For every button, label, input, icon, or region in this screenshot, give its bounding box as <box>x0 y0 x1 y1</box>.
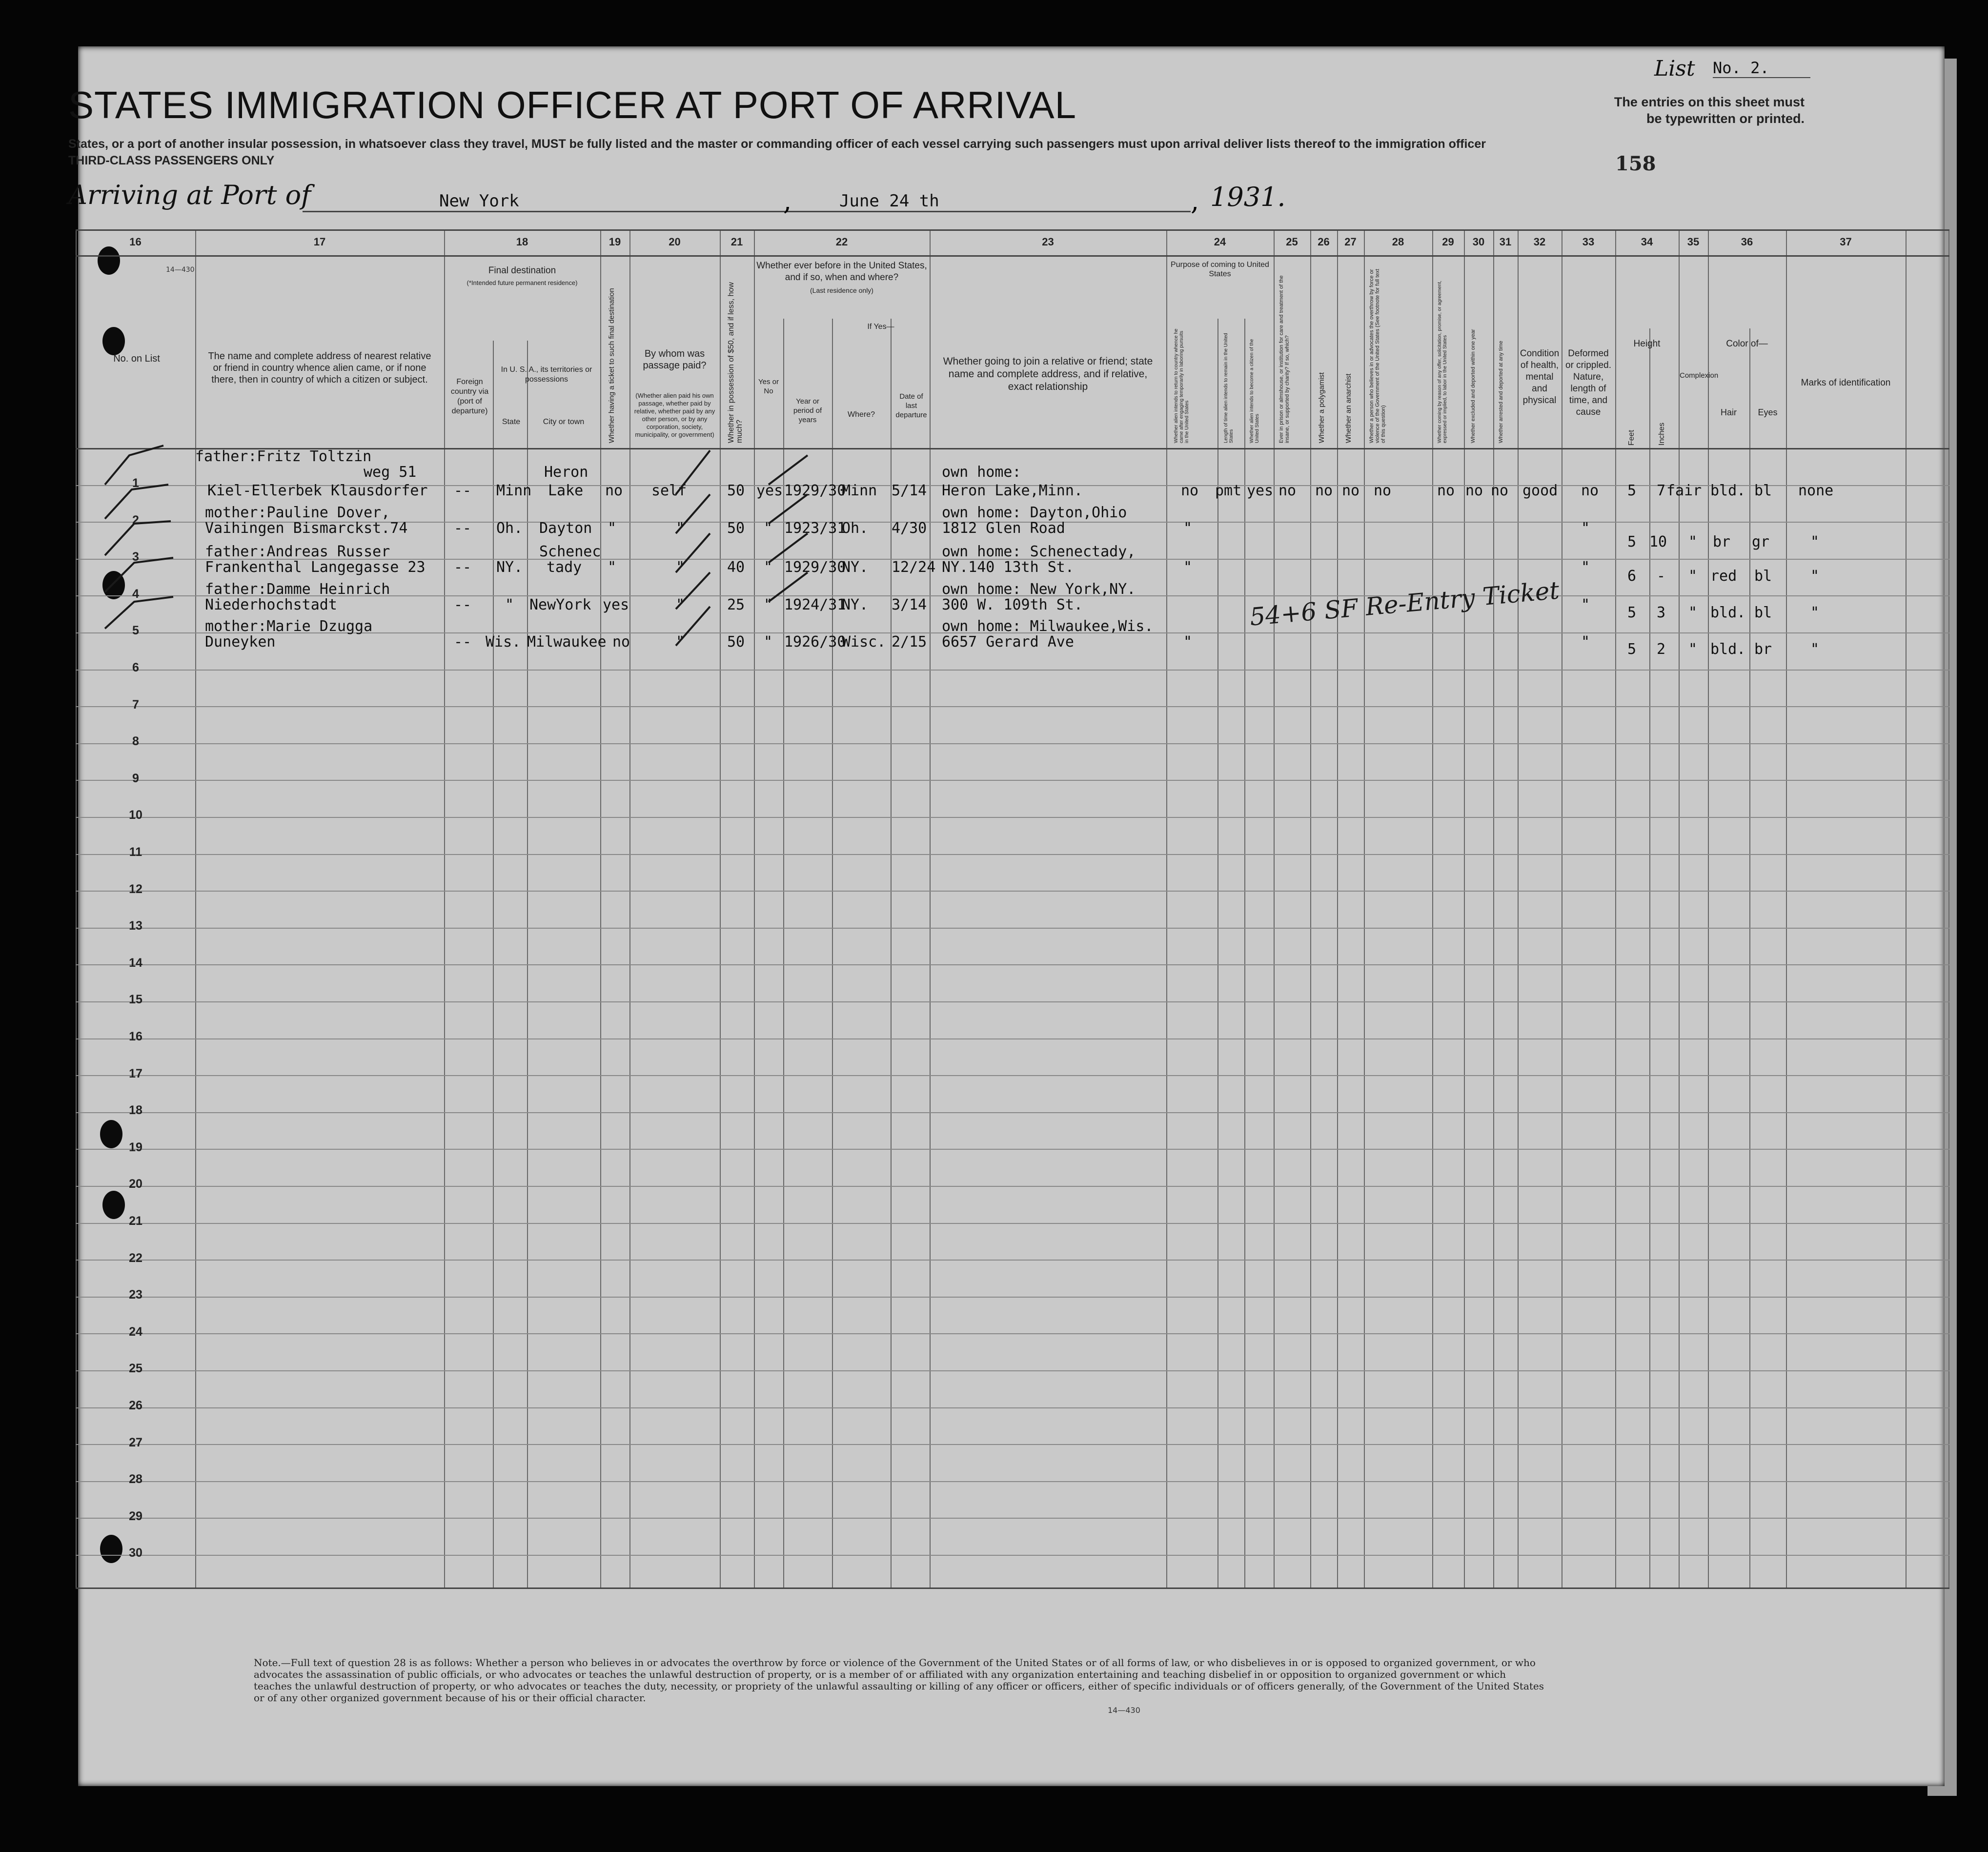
row-number: 23 <box>129 1288 142 1302</box>
state: Oh. <box>496 520 523 537</box>
header-state: State <box>502 418 521 426</box>
relative-line: father:Damme Heinrich <box>205 581 390 598</box>
city: Schenec <box>539 543 601 560</box>
where: Wisc. <box>842 633 886 651</box>
purpose-length: pmt <box>1215 482 1242 499</box>
years: 1923/31 <box>784 520 846 537</box>
state: Wis. <box>486 633 521 651</box>
last-departure: 4/30 <box>892 520 927 537</box>
complexion: " <box>1688 568 1698 585</box>
list-label: List <box>1654 56 1695 81</box>
col-number: 25 <box>1286 236 1298 248</box>
sheet-number: 158 <box>1615 152 1656 175</box>
check-mark <box>769 533 808 563</box>
state: " <box>505 596 514 613</box>
join-address: own home: Schenectady, <box>942 543 1136 560</box>
row-number: 2 <box>132 513 139 527</box>
date-underline <box>791 211 1191 212</box>
separator: , <box>783 185 792 216</box>
header-deformed: Deformed or crippled. Nature, length of time, and cause <box>1565 348 1611 417</box>
header-if-yes: If Yes— <box>867 323 894 331</box>
city: Milwaukee <box>527 633 607 651</box>
row-number: 11 <box>129 845 142 859</box>
col-number: 17 <box>313 236 326 248</box>
header-identification-marks: Marks of identification <box>1801 378 1891 388</box>
header-final-destination: Final destination <box>488 265 556 276</box>
header-last-residence: (Last residence only) <box>810 286 873 294</box>
header-deported: Whether arrested and deported at any time <box>1498 341 1504 443</box>
where: Minn <box>842 482 877 499</box>
row-number: 6 <box>132 661 139 674</box>
header-excluded: Whether excluded and deported within one year <box>1470 329 1476 443</box>
row-number: 1 <box>132 476 139 490</box>
row-number: 20 <box>129 1177 142 1191</box>
ever-before: " <box>764 633 773 651</box>
row-number: 13 <box>129 919 142 933</box>
money: 25 <box>727 596 745 613</box>
check-mark <box>105 485 168 519</box>
row-number: 14 <box>129 956 142 970</box>
ever-before: " <box>764 596 773 613</box>
check-mark <box>676 607 710 646</box>
passage-paid: " <box>676 559 685 576</box>
check-mark <box>769 494 808 524</box>
hair: bld. <box>1710 482 1746 499</box>
ever-before: " <box>764 520 773 537</box>
row-number: 19 <box>129 1140 142 1154</box>
header-color-of: Color of— <box>1726 339 1768 349</box>
join-address: own home: New York,NY. <box>942 581 1136 598</box>
deformed: no <box>1581 482 1599 499</box>
hair: bld. <box>1710 604 1746 621</box>
check-mark <box>769 572 808 602</box>
identification-marks: " <box>1810 533 1820 550</box>
city: Lake <box>548 482 584 499</box>
relative-line: Vaihingen Bismarckst.74 <box>205 520 408 537</box>
complexion: " <box>1688 641 1698 658</box>
relative-line: Duneyken <box>205 633 276 651</box>
header-complexion: Complexion <box>1680 371 1719 380</box>
ditto: " <box>1183 559 1193 576</box>
join-address: 1812 Glen Road <box>942 520 1065 537</box>
header-foreign-country: Foreign country via (port of departure) <box>450 378 489 415</box>
excluded: no <box>1465 482 1483 499</box>
city: NewYork <box>529 596 591 613</box>
separator: , <box>1191 185 1199 216</box>
height-feet: 5 <box>1627 604 1637 621</box>
join-address: own home: Milwaukee,Wis. <box>942 618 1154 635</box>
row-number: 10 <box>129 808 142 822</box>
eyes: br <box>1754 641 1772 658</box>
row-number: 27 <box>129 1435 142 1449</box>
eyes: bl <box>1754 604 1772 621</box>
check-mark <box>676 572 710 609</box>
header-last-departure: Date of last departure <box>895 392 927 419</box>
ditto: " <box>1183 520 1193 537</box>
instructions <box>68 136 1630 169</box>
header-city: City or town <box>543 418 585 426</box>
header-possession-50: Whether in possession of $50, and if less, how much? <box>727 282 744 443</box>
ditto: " <box>1581 559 1590 576</box>
col-number: 19 <box>609 236 621 248</box>
relative-line: father:Andreas Russer <box>205 543 390 560</box>
header-purpose-return: Whether alien intends to return to country whence he came after engaging temporarily in laboring pursuits in the United States <box>1174 328 1190 443</box>
check-mark <box>105 558 173 592</box>
header-prison: Ever in prison or almshouse, or institution for care and treatment of the insane, or supported by charity? If so, which? <box>1278 275 1290 443</box>
where: NY. <box>842 559 869 576</box>
ever-before: " <box>764 559 773 576</box>
col-number: 35 <box>1687 236 1700 248</box>
passage-paid: " <box>676 633 685 651</box>
last-departure: 2/15 <box>892 633 927 651</box>
foreign-country: -- <box>454 633 472 651</box>
foreign-country: -- <box>454 520 472 537</box>
height-feet: 5 <box>1627 482 1637 499</box>
header-yes-no: Yes or No <box>758 378 779 395</box>
header-feet: Feet <box>1627 429 1636 446</box>
city: Heron <box>544 464 588 481</box>
ditto: " <box>1581 520 1590 537</box>
list-number: No. 2. <box>1713 59 1810 78</box>
check-mark <box>676 450 710 494</box>
col-number: 29 <box>1442 236 1454 248</box>
height-inches: 2 <box>1657 641 1666 658</box>
header-labor-offer: Whether coming by reason of any offer, solicitation, promise, or agreement, expressed or implied, to labor in the United States <box>1437 281 1448 443</box>
where: NY. <box>842 596 869 613</box>
header-height: Height <box>1633 339 1661 349</box>
col-number: 27 <box>1344 236 1357 248</box>
health: good <box>1522 482 1558 499</box>
relative-line: Niederhochstadt <box>205 596 337 613</box>
header-health: Condition of health, mental and physical <box>1520 348 1560 406</box>
col-number: 21 <box>730 236 743 248</box>
page-title: STATES IMMIGRATION OFFICER AT PORT OF ARRIVAL <box>68 83 1077 126</box>
labor-offer: no <box>1437 482 1455 499</box>
row-number: 30 <box>129 1546 142 1560</box>
eyes: bl <box>1754 482 1772 499</box>
ticket: yes <box>603 596 629 613</box>
header-hair: Hair <box>1720 407 1737 417</box>
eyes: gr <box>1752 533 1770 550</box>
identification-marks: " <box>1810 568 1820 585</box>
city: tady <box>547 559 582 576</box>
ditto: " <box>1183 633 1193 651</box>
header-overthrow: Whether a person who believes in or advocates the overthrow by force or violence of the Government of the United States (See footnote for full text of this question) <box>1369 268 1386 443</box>
col-number: 22 <box>835 236 848 248</box>
state: Minn <box>496 482 532 499</box>
check-mark <box>105 597 173 629</box>
col-number: 26 <box>1318 236 1330 248</box>
years: 1924/31 <box>784 596 846 613</box>
money: 50 <box>727 633 745 651</box>
check-marks <box>76 231 1949 1587</box>
polygamist: no <box>1315 482 1333 499</box>
row-number: 7 <box>132 697 139 712</box>
ticket: no <box>612 633 630 651</box>
header-years: Year or period of years <box>793 397 822 424</box>
col-number: 23 <box>1042 236 1054 248</box>
row-number: 4 <box>132 587 139 601</box>
form-code: 14—430 <box>166 266 195 274</box>
height-feet: 5 <box>1627 533 1637 550</box>
relative-line: mother:Pauline Dover, <box>205 504 390 521</box>
money: 40 <box>727 559 745 576</box>
col-number: 37 <box>1840 236 1852 248</box>
join-address: Heron Lake,Minn. <box>942 482 1083 499</box>
col-number: 24 <box>1214 236 1226 248</box>
row-number: 22 <box>129 1251 142 1265</box>
relative-line: father:Fritz Toltzin <box>195 448 372 465</box>
header-purpose: Purpose of coming to United States <box>1171 261 1269 278</box>
col-number: 32 <box>1533 236 1546 248</box>
row-number: 29 <box>129 1509 142 1523</box>
ditto: " <box>1581 596 1590 613</box>
footnote: Note.—Full text of question 28 is as follows: Whether a person who believes in or advocates the overthrow by force or violence of the Government of the United States or of all forms of law, or who disbelieves in or is opposed to organized government, or who advocates the assassination of public officials, or who advocates or teaches the unlawful destruction of property, or is a member of or affiliated with any organization entertaining and teaching disbelief in or opposition to organized government or which teaches the unlawful destruction of property, or who advocates or teaches the duty, necessity, or propriety of the unlawful assaulting or killing of any officer or officers, either of specific individuals or of officers generally, of the Government of the United States or of any other organized government because of his or their official character. <box>254 1657 1544 1704</box>
ever-before: yes <box>756 482 783 499</box>
row-number: 25 <box>129 1362 142 1376</box>
port-value: New York <box>439 191 519 211</box>
passenger-class: THIRD-CLASS PASSENGERS ONLY <box>68 154 275 167</box>
relative-line: mother:Marie Dzugga <box>205 618 373 635</box>
row-number: 18 <box>129 1103 142 1118</box>
col-number: 34 <box>1641 236 1653 248</box>
header-purpose-citizen: Whether alien intends to become a citizen of the United States <box>1249 339 1260 443</box>
deported: no <box>1491 482 1509 499</box>
col-number: 31 <box>1499 236 1512 248</box>
footnote-code: 14—430 <box>1108 1706 1140 1715</box>
last-departure: 5/14 <box>892 482 927 499</box>
city: Dayton <box>539 520 592 537</box>
identification-marks: " <box>1810 641 1820 658</box>
eyes: bl <box>1754 568 1772 585</box>
purpose-return: no <box>1181 482 1199 499</box>
header-ever-before: Whether ever before in the United States, and if so, when and where? <box>756 261 927 283</box>
header-anarchist: Whether an anarchist <box>1344 373 1353 443</box>
row-number: 17 <box>129 1066 142 1080</box>
height-inches: 3 <box>1657 604 1666 621</box>
row-number: 8 <box>132 734 139 749</box>
ticket: " <box>608 559 617 576</box>
col-number: 18 <box>516 236 528 248</box>
height-feet: 6 <box>1627 568 1637 585</box>
header-eyes: Eyes <box>1758 407 1778 417</box>
join-address: NY.140 13th St. <box>942 559 1074 576</box>
col-number: 16 <box>129 236 142 248</box>
years: 1929/30 <box>784 559 846 576</box>
header-passage-note: (Whether alien paid his own passage, whether paid by relative, whether paid by any other person, or by any corporation, society, municipality, or government) <box>634 392 715 438</box>
identification-marks: none <box>1798 482 1834 499</box>
passage-paid: self <box>651 482 687 499</box>
instructions-line: States, or a port of another insular possession, in whatsoever class they travel, MUST be fully listed and the master or commanding officer of each vessel carrying such passengers must upon arrival deliver lists thereof to the immigration officer <box>68 137 1486 151</box>
header-passage-paid: By whom was passage paid? <box>643 348 707 371</box>
row-number: 28 <box>129 1472 142 1486</box>
col-number: 28 <box>1392 236 1404 248</box>
join-address: own home: <box>942 464 1021 481</box>
header-where: Where? <box>847 410 875 419</box>
ticket: no <box>605 482 623 499</box>
arrival-date: June 24 th <box>839 191 939 211</box>
col-number: 20 <box>669 236 681 248</box>
overthrow: no <box>1374 482 1392 499</box>
anarchist: no <box>1342 482 1360 499</box>
check-mark <box>105 521 171 555</box>
header-join-relative: Whether going to join a relative or friend; state name and complete address, and if relative, exact relationship <box>943 356 1153 392</box>
handwritten-annotation: 54+6 SF Re-Entry Ticket <box>1248 576 1561 631</box>
last-departure: 3/14 <box>892 596 927 613</box>
passage-paid: " <box>676 596 685 613</box>
row-number: 5 <box>132 624 139 638</box>
complexion: fair <box>1666 482 1702 499</box>
identification-marks: " <box>1810 604 1820 621</box>
header-purpose-length: Length of time alien intends to remain in the United States <box>1223 333 1234 443</box>
row-number: 12 <box>129 882 142 896</box>
state: NY. <box>496 559 523 576</box>
header-nearest-relative: The name and complete address of nearest relative or friend in country whence alien came, or if none there, then in country of which a citizen or subject. <box>208 351 431 385</box>
join-address: own home: Dayton,Ohio <box>942 504 1127 521</box>
check-mark <box>105 446 163 485</box>
height-inches: 10 <box>1649 533 1667 550</box>
join-address: 6657 Gerard Ave <box>942 633 1074 651</box>
header-final-destination-note: (*Intended future permanent residence) <box>467 279 578 286</box>
height-feet: 5 <box>1627 641 1637 658</box>
complexion: " <box>1688 604 1698 621</box>
passage-paid: " <box>676 520 685 537</box>
header-no-on-list: No. on List <box>113 353 160 364</box>
prison: no <box>1278 482 1297 499</box>
relative-line: weg 51 <box>364 464 417 481</box>
header-in-usa: In U. S. A., its territories or possessions <box>501 366 592 384</box>
relative-line: Kiel-Ellerbek Klausdorfer <box>207 482 428 499</box>
row-number: 16 <box>129 1030 142 1043</box>
height-inches: 7 <box>1657 482 1666 499</box>
ditto: " <box>1581 633 1590 651</box>
where: Oh. <box>842 520 869 537</box>
header-polygamist: Whether a polygamist <box>1318 372 1326 443</box>
hair: br <box>1713 533 1731 550</box>
join-address: 300 W. 109th St. <box>942 596 1083 613</box>
ticket: " <box>608 520 617 537</box>
foreign-country: -- <box>454 596 472 613</box>
row-number: 26 <box>129 1399 142 1412</box>
money: 50 <box>727 520 745 537</box>
hair: bld. <box>1710 641 1746 658</box>
relative-line: Frankenthal Langegasse 23 <box>205 559 426 576</box>
manifest-table <box>76 229 1949 1589</box>
foreign-country: -- <box>454 482 472 499</box>
row-number: 21 <box>129 1214 142 1228</box>
years: 1926/30 <box>784 633 846 651</box>
header-ticket: Whether having a ticket to such final destination <box>608 288 616 443</box>
row-number: 9 <box>132 771 139 785</box>
money: 50 <box>727 482 745 499</box>
last-departure: 12/24 <box>892 559 936 576</box>
years: 1929/30 <box>784 482 846 499</box>
entries-note: The entries on this sheet must be typewritten or printed. <box>1614 95 1805 126</box>
col-number: 36 <box>1741 236 1753 248</box>
row-number: 3 <box>132 550 139 564</box>
row-number: 24 <box>129 1324 142 1339</box>
purpose-citizen: yes <box>1247 482 1274 499</box>
height-inches: - <box>1657 568 1666 585</box>
foreign-country: -- <box>454 559 472 576</box>
arrival-year: 1931. <box>1210 182 1286 212</box>
check-mark <box>676 533 710 572</box>
col-number: 30 <box>1472 236 1485 248</box>
hair: red <box>1710 568 1737 585</box>
row-number: 15 <box>129 993 142 1007</box>
complexion: " <box>1688 533 1698 550</box>
arriving-label: Arriving at Port of <box>68 180 311 210</box>
col-number: 33 <box>1582 236 1595 248</box>
check-mark <box>769 455 808 485</box>
header-inches: Inches <box>1658 422 1666 446</box>
check-mark <box>676 494 710 533</box>
